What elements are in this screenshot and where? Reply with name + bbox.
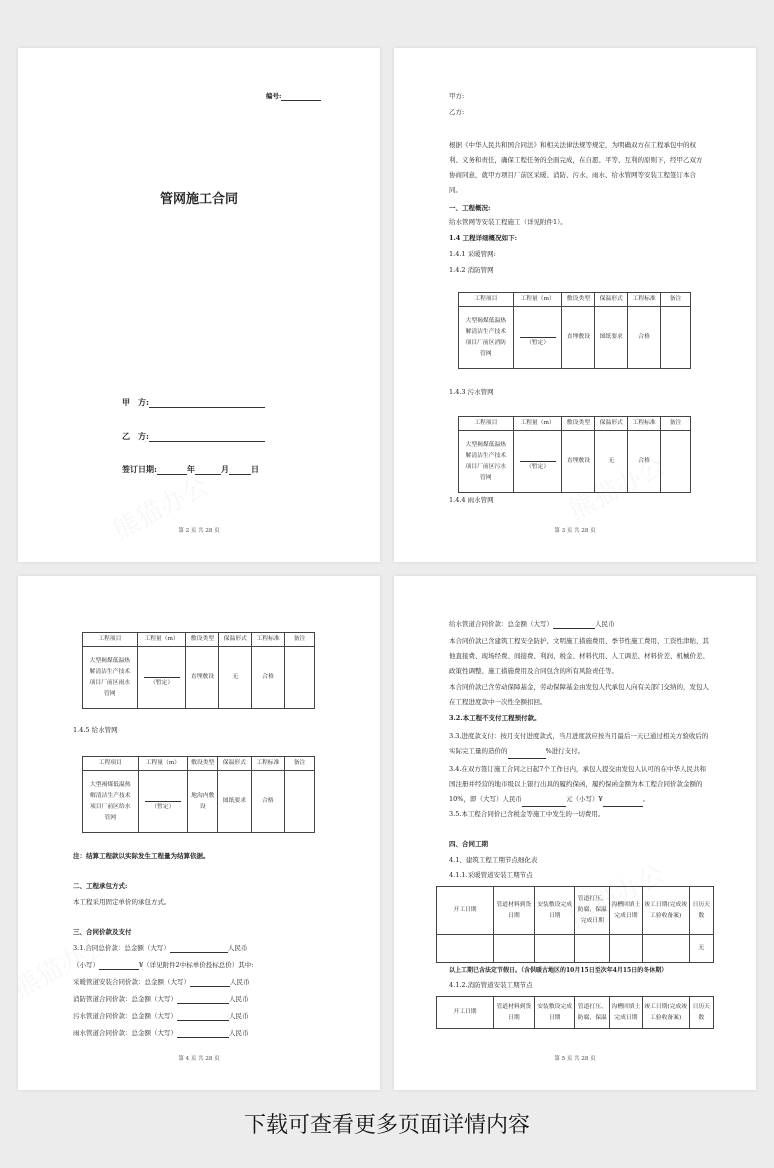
section-3-heading: 三、合同价款及支付 <box>73 928 132 936</box>
table-row <box>83 771 315 833</box>
table-header-cell: 开工日期 <box>437 997 494 1029</box>
remark-cell <box>285 771 315 833</box>
contract-number <box>266 92 321 101</box>
party-b: 乙方: <box>449 108 465 116</box>
project-cell: 大型褐煤低温热 解清洁生产技术 项目厂前区消防 管网 <box>459 307 514 369</box>
contract-number-label: 编号: <box>266 92 282 100</box>
standard-cell: 合格 <box>628 431 661 493</box>
party-a: 甲方: <box>449 92 465 100</box>
document-page-5 <box>394 576 756 1090</box>
table-row <box>83 647 315 709</box>
standard-cell: 合格 <box>252 647 285 709</box>
table-header-cell: 敷设类型 <box>186 633 219 647</box>
table-header-cell: 安装敷设完成日期 <box>534 887 575 935</box>
rain-pipe-table <box>82 632 315 709</box>
item-1-4-3: 1.4.3 污水管网 <box>449 388 494 396</box>
table-header-cell: 工程项目 <box>83 633 138 647</box>
table-header-cell: 工程标准 <box>628 417 661 431</box>
table-header-cell: 备注 <box>661 417 691 431</box>
lay-cell: 直埋敷设 <box>562 307 595 369</box>
clause-3-3: 3.3.进度款支付：按月支付进度款式，当月进度款应按当月最后一天已通过相关方验收后的实际完工量的造价的 %进行支付。 <box>449 729 711 759</box>
section-4-1: 4.1、建筑工程工期节点细化表 <box>449 856 538 864</box>
month-label: 月 <box>220 464 229 474</box>
standard-cell: 合格 <box>628 307 661 369</box>
quantity-cell: （暂定） <box>138 771 188 833</box>
standard-cell: 合格 <box>251 771 284 833</box>
water-pipe-table <box>82 756 315 833</box>
sewage-pipe-table <box>458 416 691 493</box>
fire-schedule-table <box>436 996 714 1029</box>
table-header-cell: 竣工日期(完成竣工验收备案) <box>642 887 689 935</box>
item-1-4-2: 1.4.2 消防管网 <box>449 266 494 274</box>
section-1-heading: 一、工程概况: <box>449 204 491 212</box>
quantity-cell: （暂定） <box>137 647 186 709</box>
table-header-cell: 敷设类型 <box>562 293 595 307</box>
sign-date-line <box>122 464 259 475</box>
heating-schedule-table <box>436 886 714 963</box>
party-a-label: 甲 方: <box>122 397 149 407</box>
table-header-cell: 工程量（m） <box>513 417 562 431</box>
table-header-cell: 沟槽回填土完成日期 <box>610 997 643 1029</box>
table-header-cell: 工程项目 <box>459 417 514 431</box>
table-header-row <box>83 633 315 647</box>
page-footer: 第 2 页 共 28 页 <box>178 528 220 534</box>
quantity-cell: （暂定） <box>513 431 562 493</box>
table-header-cell: 工程量（m） <box>513 293 562 307</box>
day-label: 日 <box>250 464 259 474</box>
table-header-cell: 备注 <box>661 293 691 307</box>
download-caption[interactable]: 下载可查看更多页面详情内容 <box>243 1113 530 1138</box>
table-header-cell: 保温形式 <box>595 417 628 431</box>
table-header-cell: 备注 <box>285 633 315 647</box>
fire-price-line: 消防管道合同价款：总金额（大写） 人民币 <box>73 995 249 1003</box>
table-header-cell: 工程标准 <box>252 633 285 647</box>
table-header-cell: 工程标准 <box>628 293 661 307</box>
section-2-heading: 二、工程承包方式: <box>73 882 128 890</box>
document-page-cover <box>18 48 380 562</box>
table-header-cell: 管道打压、防腐、保温 <box>575 997 610 1029</box>
table-header-cell: 管道打压、防腐、保温完成日期 <box>575 887 610 935</box>
table-header-cell: 工程量（m） <box>137 633 186 647</box>
remark-cell <box>661 307 691 369</box>
table-header-row <box>459 417 691 431</box>
fire-pipe-table <box>458 292 691 369</box>
table-row <box>437 935 714 963</box>
remark-cell <box>285 647 315 709</box>
table-header-cell: 工程项目 <box>83 757 139 771</box>
total-price-line: 3.1.合同总价款：总金额（大写） 人民币 <box>73 944 248 952</box>
clause-3-4: 3.4.在双方签订施工合同之日起7个工作日内，承包人提交由发包人认可的在中华人民共和国注册并经营的地市级以上银行出具的履约保函，履约保函金额为本工程合同价款金额的10%，即（大写）人民币 元（小写）¥ 。 <box>449 762 711 807</box>
heating-price-line: 采暖管道安装合同价款：总金额（大写） 人民币 <box>73 978 250 986</box>
table-header-cell: 敷设类型 <box>188 757 218 771</box>
table-row <box>459 431 691 493</box>
document-page-4 <box>18 576 380 1090</box>
document-page-3 <box>394 48 756 562</box>
table-row <box>459 307 691 369</box>
table-header-cell: 竣工日期(完成竣工验收备案) <box>642 997 689 1029</box>
party-b-label: 乙 方: <box>122 431 149 441</box>
table-header-row <box>437 887 714 935</box>
table-header-row <box>437 997 714 1029</box>
page-title: 管网施工合同 <box>159 192 238 207</box>
table-header-cell: 工程量（m） <box>138 757 188 771</box>
page-footer: 第 4 页 共 28 页 <box>178 1056 220 1062</box>
section-1-4: 1.4 工程详细概况如下: <box>449 234 517 242</box>
clause-3-2: 3.2.本工程不支付工程预付款。 <box>449 714 541 722</box>
table-header-cell: 开工日期 <box>437 887 494 935</box>
quantity-cell: （暂定） <box>513 307 562 369</box>
party-b-line <box>122 431 265 442</box>
table-header-cell: 管道材料到货日期 <box>494 997 535 1029</box>
table-header-cell: 安装敷设完成日期 <box>534 997 575 1029</box>
watermark <box>105 466 214 548</box>
table-header-cell: 敷设类型 <box>562 417 595 431</box>
project-cell: 大型褐煤低温热 解清洁生产技术 项目厂前区雨水 管网 <box>83 647 138 709</box>
insulation-cell: 无 <box>595 431 628 493</box>
water-price-line: 给水管道合同价款：总金额（大写） 人民币 <box>449 620 615 628</box>
table-header-cell: 日历天数 <box>689 997 713 1029</box>
days-cell: 无 <box>689 935 713 963</box>
lay-cell: 直埋敷设 <box>186 647 219 709</box>
labor-fund-paragraph: 本合同价款已含劳动保障基金，劳动保障基金由发包人代承包人向有关部门交纳的，发包人在工程进度款中一次性全额扣回。 <box>449 683 709 706</box>
section-4-1-2: 4.1.2.消防管道安装工期节点 <box>449 981 533 989</box>
page-footer: 第 3 页 共 28 页 <box>554 528 596 534</box>
section-1-line: 给水管网等安装工程施工（详见附件1）。 <box>449 218 567 226</box>
insulation-cell: 无 <box>219 647 252 709</box>
insulation-cell: 图纸要求 <box>595 307 628 369</box>
section-4-1-1: 4.1.1.采暖管道安装工期节点 <box>449 871 533 879</box>
project-cell: 大型褐煤低温热 解清洁生产技术 项目厂前区污水 管网 <box>459 431 514 493</box>
table-header-cell: 管道材料到货日期 <box>494 887 535 935</box>
price-includes-paragraph: 本合同价款已含建筑工程安全防护、文明施工措施费用、季节性施工费用、工资性津贴、其他直接费、现场经费、间接费、利润、税金、材料代用、人工调差、材料价差、机械价差、政策性调整、施工措施费用及合同包含的所有风险责任等。 <box>449 637 709 675</box>
party-a-line <box>122 397 265 408</box>
table-header-cell: 工程项目 <box>459 293 514 307</box>
item-1-4-4: 1.4.4 雨水管网 <box>449 496 494 504</box>
table-header-cell: 工程标准 <box>251 757 284 771</box>
table-header-cell: 日历天数 <box>689 887 713 935</box>
lay-cell: 直埋敷设 <box>562 431 595 493</box>
year-label: 年 <box>186 464 195 474</box>
sign-date-label: 签订日期: <box>122 464 157 474</box>
table-header-cell: 保温形式 <box>595 293 628 307</box>
item-1-4-5: 1.4.5 给水管网 <box>73 726 118 734</box>
clause-3-5: 3.5.本工程合同价已含税金等施工中发生的一切费用。 <box>449 810 605 818</box>
insulation-cell: 图纸要求 <box>218 771 251 833</box>
lay-cell: 地沟内敷设 <box>188 771 218 833</box>
table-header-row <box>83 757 315 771</box>
holiday-note: 以上工期已含法定节假日。（含供暖古地区的10月15日至次年4月15日的冬休期） <box>449 967 668 974</box>
section-2-line: 本工程采用固定单价的承包方式。 <box>73 898 171 906</box>
rain-price-line: 雨水管道合同价款：总金额（大写） 人民币 <box>73 1029 249 1037</box>
table-header-cell: 保温形式 <box>219 633 252 647</box>
total-price-lower-line: （小写） ¥（详见附件2中标单价投标总价）其中: <box>73 961 254 969</box>
section-4-heading: 四、合同工期 <box>449 840 488 848</box>
settlement-note: 注：结算工程款以实际发生工程量为结算依据。 <box>73 852 210 860</box>
remark-cell <box>661 431 691 493</box>
table-header-cell: 沟槽回填土完成日期 <box>610 887 643 935</box>
project-cell: 大型褐煤低温热 解清洁生产技术 项目厂前区给水 管网 <box>83 771 139 833</box>
page-footer: 第 5 页 共 28 页 <box>554 1056 596 1062</box>
table-header-cell: 保温形式 <box>218 757 251 771</box>
sewage-price-line: 污水管道合同价款：总金额（大写） 人民币 <box>73 1012 249 1020</box>
item-1-4-1: 1.4.1 采暖管网: <box>449 250 496 258</box>
intro-paragraph: 根据《中华人民共和国合同法》和相关法律法规等规定，为明确双方在工程承包中的权利、义务和责任，确保工程任务的全面完成，在自愿、平等、互利的原则下，经甲乙双方协商同意，就甲方项目厂前区采暖、消防、污水、雨水、给水管网等安装工程签订本合同。 <box>449 141 703 194</box>
table-header-cell: 备注 <box>285 757 315 771</box>
table-header-row <box>459 293 691 307</box>
